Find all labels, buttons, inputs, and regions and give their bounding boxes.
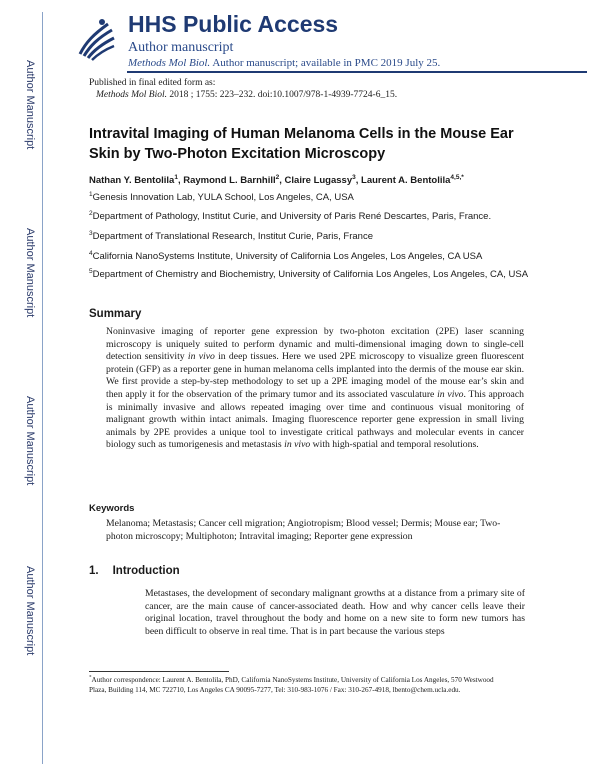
article-title: Intravital Imaging of Human Melanoma Cells in the Mouse Ear Skin by Two-Photon Excitation Microscopy bbox=[89, 126, 514, 162]
affiliation-4: $^4$California NanoSystems Institute, University of California Los Angeles, Los Angeles, CA USA bbox=[89, 249, 483, 262]
introduction-paragraph: Metastases, the development of secondary malignant growths at a distance from a primary site of cancer, are the main cause of cancer-associated death. How and why cancer cells leave their original location, travel throughout the body and home on a new site to form new tumors has been difficult to observe in real time. That is in part because the various steps bbox=[145, 588, 525, 637]
header-meta: Methods Mol Biol. Author manuscript; available in PMC 2019 July 25. bbox=[128, 57, 441, 69]
sidebar-divider bbox=[42, 12, 43, 764]
affiliation-1: $^1$Genesis Innovation Lab, YULA School, Los Angeles, CA, USA bbox=[89, 190, 354, 203]
affiliation-5: $^5$Department of Chemistry and Biochemistry, University of California Los Angeles, Los Angeles, CA, USA bbox=[89, 267, 529, 280]
author-list bbox=[89, 175, 464, 187]
published-note: Published in final edited form as: bbox=[89, 78, 216, 88]
summary-paragraph: Noninvasive imaging of reporter gene expression by two-photon excitation (2PE) laser scanning microscopy is uniquely suited to perform dynamic and multi-dimensional imaging down to single-cell detection sensitivity in vivo in deep tissues. Here we used 2PE microscopy to visualize green fluorescent protein (GFP) as a reporter gene in human melanoma cells implanted into the dermis of the mouse ear skin. We first provide a step-by-step methodology to set up a 2PE imaging model of the mouse ear’s skin and then apply it for the observation of the primary tumor and its associated vasculature in vivo. This approach is minimally invasive and allows repeated imaging over time and continuous visual monitoring of malignant growth within intact animals. Imaging fluorescence reporter gene expression in small living animals by 2PE provides a unique tool to investigate critical pathways and molecular events in cancer biology such as tumorigenesis and metastasis in vivo with high-spatial and temporal resolutions. bbox=[106, 326, 524, 451]
header-subtitle: Author manuscript bbox=[128, 40, 234, 55]
summary-heading: Summary bbox=[89, 308, 142, 320]
sidebar-author-manuscript-3: Author Manuscript bbox=[24, 396, 36, 486]
hhs-eagle-logo-icon bbox=[72, 14, 120, 62]
author-name: Claire Lugassy$^3$, bbox=[284, 173, 362, 186]
sidebar-author-manuscript-1: Author Manuscript bbox=[24, 60, 36, 150]
author-name: Raymond L. Barnhill$^2$, bbox=[183, 173, 285, 186]
affiliation-2: $^2$Department of Pathology, Institut Curie, and University of Paris René Descartes, Paris, France. bbox=[89, 209, 492, 222]
footnote-correspondence: *Author correspondence: Laurent A. Bentolila, PhD, California NanoSystems Institute, University of California Los Angeles, 570 Westwood Plaza, Building 114, MC 722710, Los Angeles CA 90095-7277, Tel: 310-983-1076 / Fax: 310-267-4918, lbento@chem.ucla.edu. bbox=[89, 675, 494, 694]
affiliation-3: $^3$Department of Translational Research, Institut Curie, Paris, France bbox=[89, 229, 373, 242]
footnote-rule bbox=[89, 671, 229, 672]
sidebar-author-manuscript-2: Author Manuscript bbox=[24, 228, 36, 318]
introduction-heading: 1. Introduction bbox=[89, 565, 180, 577]
keywords-list: Melanoma; Metastasis; Cancer cell migration; Angiotropism; Blood vessel; Dermis; Mouse ear; Two-photon microscopy; Multiphoton; Intravital imaging; Reporter gene expression bbox=[106, 518, 501, 542]
header-rule bbox=[127, 71, 587, 73]
header-title: HHS Public Access bbox=[128, 11, 339, 37]
sidebar-author-manuscript-4: Author Manuscript bbox=[24, 566, 36, 656]
keywords-heading: Keywords bbox=[89, 503, 135, 514]
author-name: Laurent A. Bentolila$^{4,5,*}$ bbox=[361, 173, 464, 186]
published-citation: Methods Mol Biol. 2018 ; 1755: 223–232. doi:10.1007/978-1-4939-7724-6_15. bbox=[96, 90, 398, 100]
author-name: Nathan Y. Bentolila$^1$, bbox=[89, 173, 184, 186]
